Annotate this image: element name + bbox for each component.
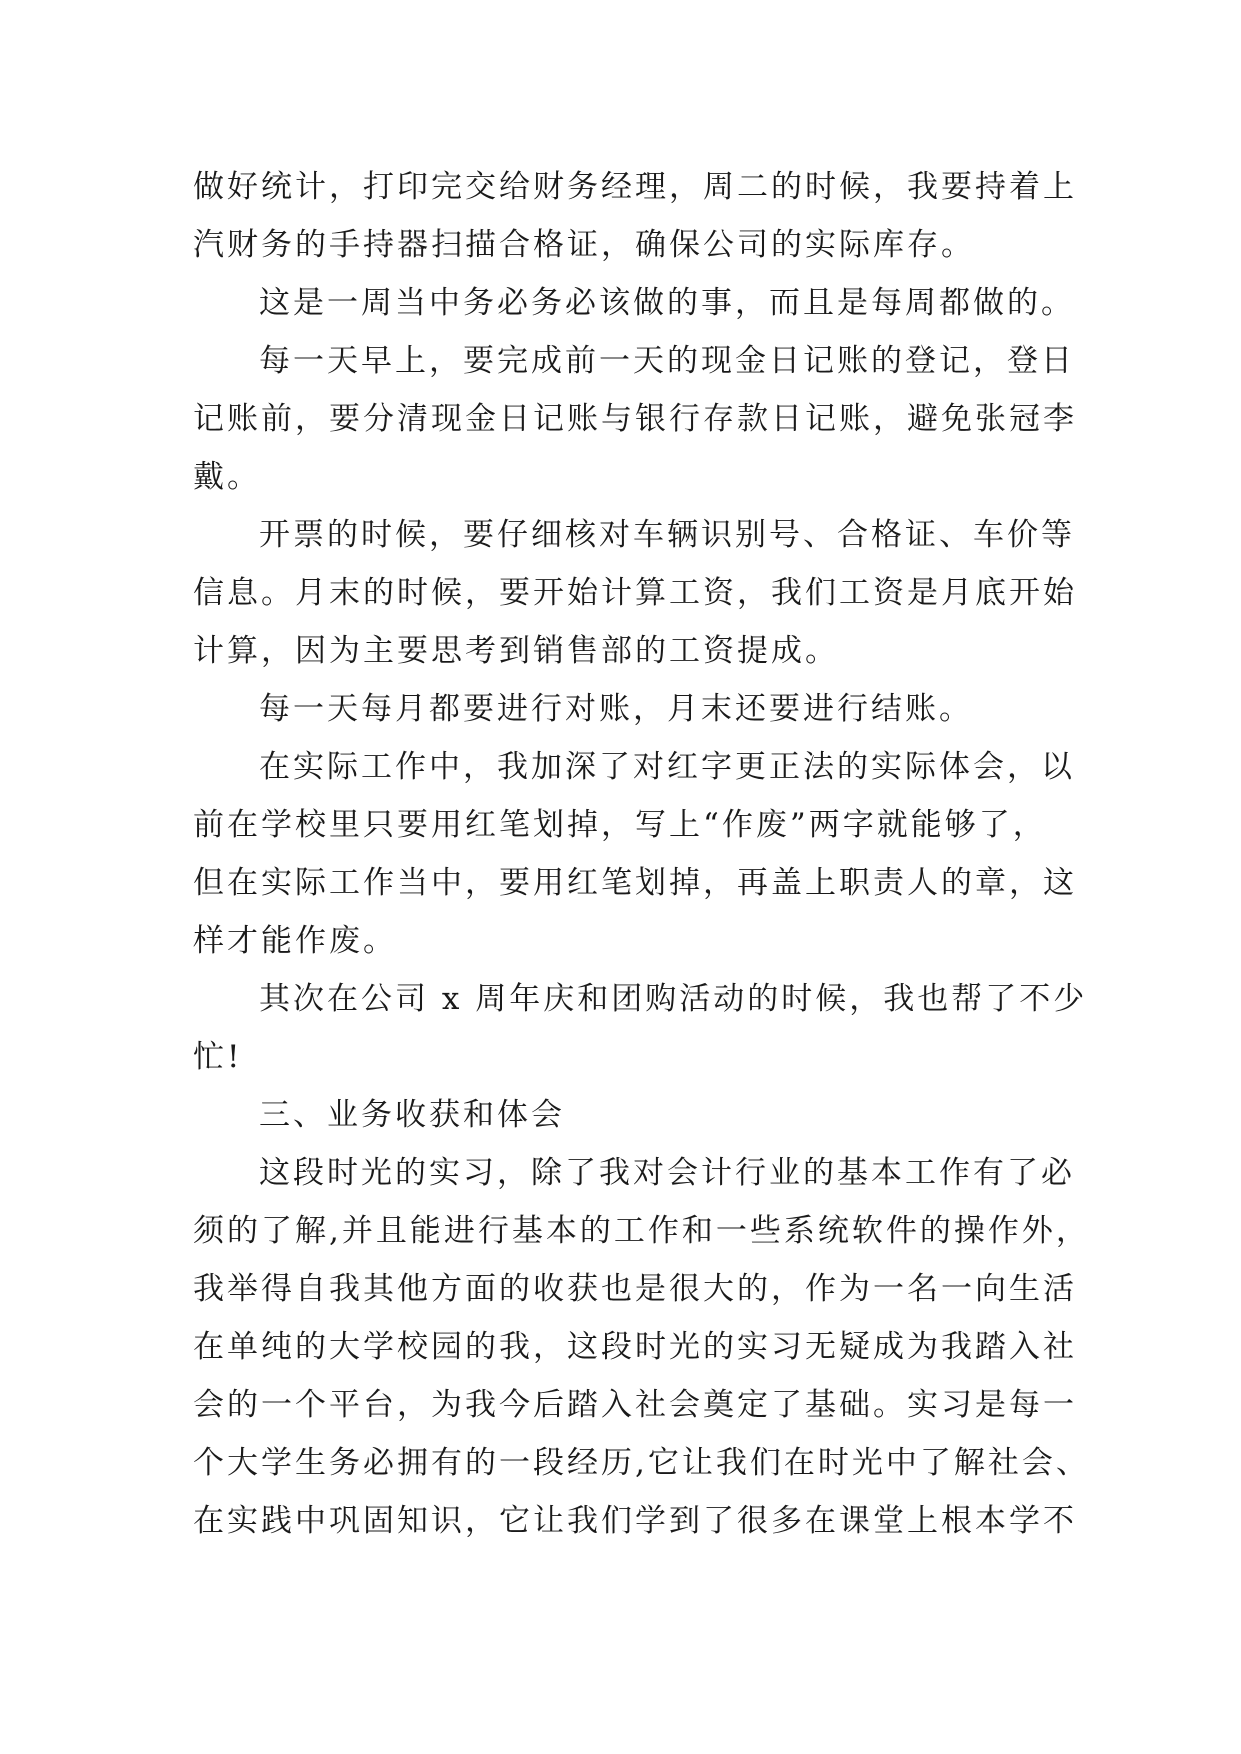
text-line: 戴。 [193,459,261,495]
text-line: 在单纯的大学校园的我，这段时光的实习无疑成为我踏入社 [193,1329,1077,1365]
paragraph-line: 每一天每月都要进行对账，月末还要进行结账。 [259,691,973,727]
text-line: 汽财务的手持器扫描合格证，确保公司的实际库存。 [193,227,975,263]
text-line: 会的一个平台，为我今后踏入社会奠定了基础。实习是每一 [193,1387,1077,1423]
text-line: 前在学校里只要用红笔划掉，写上“作废”两字就能够了， [193,807,1047,843]
paragraph-line: 其次在公司 x 周年庆和团购活动的时候，我也帮了不少 [259,981,1088,1017]
document-body [193,158,1090,1550]
text-line: 样才能作废。 [193,923,397,959]
paragraph-line: 这是一周当中务必务必该做的事，而且是每周都做的。 [259,285,1075,321]
paragraph-line: 每一天早上，要完成前一天的现金日记账的登记，登日 [259,343,1075,379]
text-line: 但在实际工作当中，要用红笔划掉，再盖上职责人的章，这 [193,865,1077,901]
text-line: 忙! [193,1039,243,1075]
paragraph-line: 这段时光的实习，除了我对会计行业的基本工作有了必 [259,1155,1075,1191]
text-line: 须的了解,并且能进行基本的工作和一些系统软件的操作外， [193,1213,1090,1249]
text-line: 计算，因为主要思考到销售部的工资提成。 [193,633,839,669]
section-heading: 三、业务收获和体会 [259,1097,565,1133]
text-line: 记账前，要分清现金日记账与银行存款日记账，避免张冠李 [193,401,1077,437]
paragraph-line: 开票的时候，要仔细核对车辆识别号、合格证、车价等 [259,517,1075,553]
text-line: 信息。月末的时候，要开始计算工资，我们工资是月底开始 [193,575,1077,611]
text-line: 在实践中巩固知识，它让我们学到了很多在课堂上根本学不 [193,1503,1077,1539]
text-line: 个大学生务必拥有的一段经历,它让我们在时光中了解社会、 [193,1445,1090,1481]
text-line: 做好统计，打印完交给财务经理，周二的时候，我要持着上 [193,169,1077,205]
text-line: 我举得自我其他方面的收获也是很大的，作为一名一向生活 [193,1271,1077,1307]
paragraph-line: 在实际工作中，我加深了对红字更正法的实际体会，以 [259,749,1075,785]
